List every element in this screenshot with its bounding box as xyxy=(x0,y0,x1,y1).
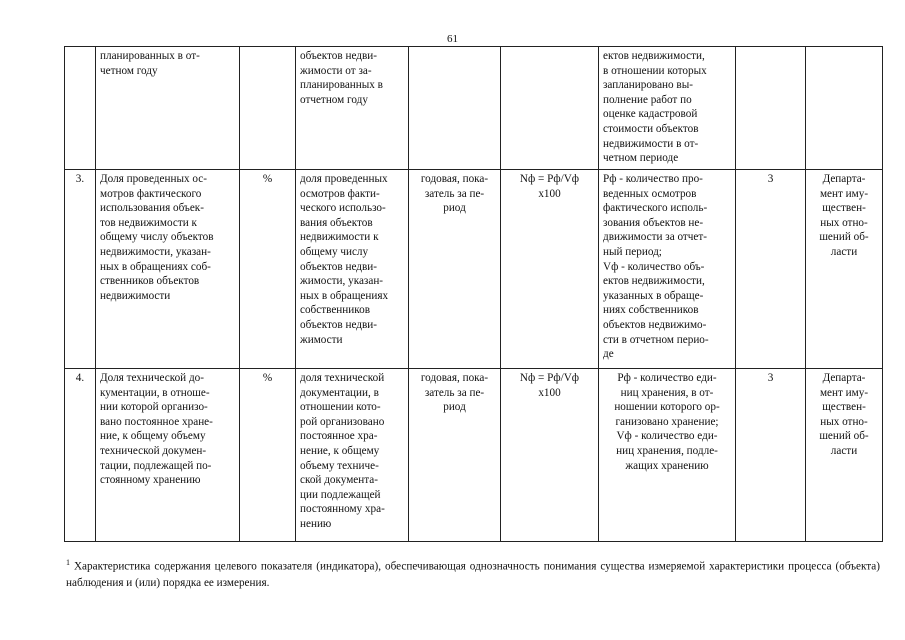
frequency-cell: годовая, пока- затель за пе- риод xyxy=(409,369,501,542)
variables-cell: Рф - количество про- веденных осмотров фактического исполь- зования объектов не- движимости за отчет- ный период; Vф - количество объ- ектов недвижимости, указанных в обраще- ниях собственников объектов недвижимо- сти в отчетном перио- де xyxy=(599,170,736,369)
method-cell xyxy=(736,47,806,170)
indicator-name-cell: Доля проведенных ос- мотров фактического использования объек- тов недвижимости к общему числу объектов недвижимости, указан- ных в обращениях соб- ственников объектов недвижимости xyxy=(96,170,240,369)
method-cell: 3 xyxy=(736,369,806,542)
row-number-cell: 4. xyxy=(65,369,96,542)
footnote-text: Характеристика содержания целевого показателя (индикатора), обеспечивающая однозначность понимания существа измеряемой характеристики процесса (объекта) наблюдения и (или) порядка ее измерения. xyxy=(66,560,880,589)
indicator-name-cell: планированных в от- четном году xyxy=(96,47,240,170)
footnote-marker: 1 xyxy=(66,558,70,567)
table-row xyxy=(65,170,883,369)
responsible-cell: Департа- мент иму- ществен- ных отно- шений об- ласти xyxy=(806,369,883,542)
variables-cell: Рф - количество еди- ниц хранения, в от- ношении которого ор- ганизовано хранение; Vф - количество еди- ниц хранения, подле- жащих хранению xyxy=(599,369,736,542)
formula-cell: Nф = Рф/Vф х100 xyxy=(501,369,599,542)
unit-cell: % xyxy=(240,369,296,542)
row-number-cell xyxy=(65,47,96,170)
row-number-cell: 3. xyxy=(65,170,96,369)
table-row xyxy=(65,369,883,542)
footnote xyxy=(66,555,880,591)
indicators-table xyxy=(64,46,883,542)
unit-cell: % xyxy=(240,170,296,369)
responsible-cell: Департа- мент иму- ществен- ных отно- шений об- ласти xyxy=(806,170,883,369)
formula-cell xyxy=(501,47,599,170)
frequency-cell: годовая, пока- затель за пе- риод xyxy=(409,170,501,369)
definition-cell: доля технической документации, в отношении кото- рой организовано постоянное хра- нение, к общему объему техниче- ской документа- ции подлежащей постоянному хра- нению xyxy=(296,369,409,542)
indicator-name-cell: Доля технической до- кументации, в отноше- нии которой организо- вано постоянное хране- ние, к общему объему технической докумен- тации, подлежащей по- стоянному хранению xyxy=(96,369,240,542)
responsible-cell xyxy=(806,47,883,170)
frequency-cell xyxy=(409,47,501,170)
formula-cell: Nф = Рф/Vф х100 xyxy=(501,170,599,369)
page-number: 61 xyxy=(447,33,458,45)
definition-cell: доля проведенных осмотров факти- ческого использо- вания объектов недвижимости к общему числу объектов недви- жимости, указан- ных в обращениях собственников объектов недви- жимости xyxy=(296,170,409,369)
variables-cell: ектов недвижимости, в отношении которых запланировано вы- полнение работ по оценке кадастровой стоимости объектов недвижимости в от- четном периоде xyxy=(599,47,736,170)
table-row xyxy=(65,47,883,170)
definition-cell: объектов недви- жимости от за- планированных в отчетном году xyxy=(296,47,409,170)
unit-cell xyxy=(240,47,296,170)
method-cell: 3 xyxy=(736,170,806,369)
